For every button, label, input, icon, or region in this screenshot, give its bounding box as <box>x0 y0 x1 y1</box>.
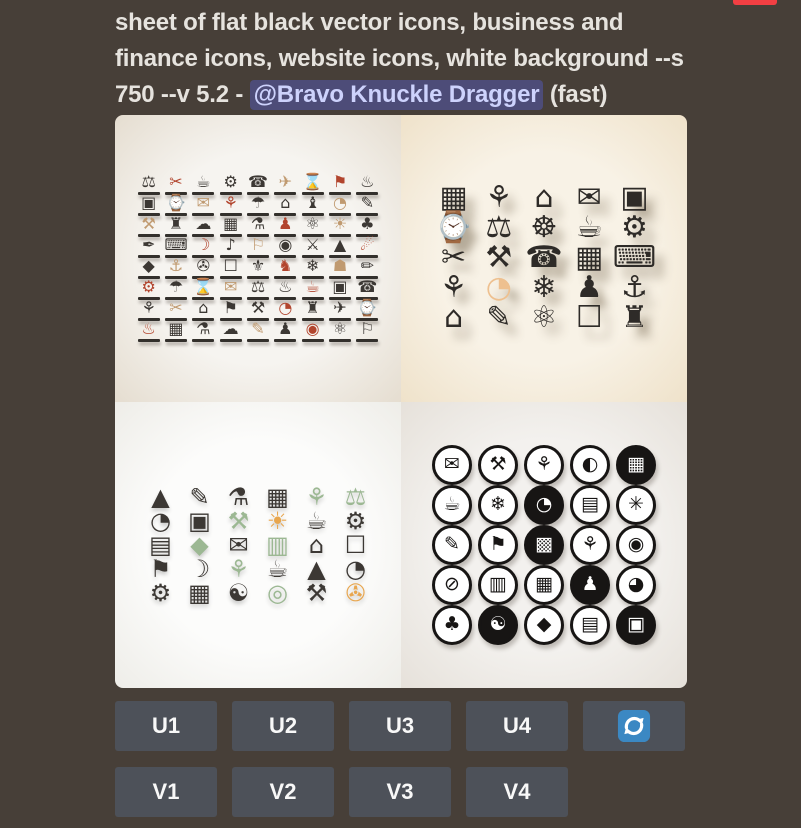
icon-glyph: ⌛ <box>299 174 326 195</box>
reroll-button[interactable] <box>583 701 685 751</box>
icon-glyph: ◔ <box>485 270 512 306</box>
icon-glyph: ♨ <box>354 174 381 195</box>
icon-glyph: ✒ <box>135 237 162 258</box>
icon-glyph: ⚖ <box>485 210 513 246</box>
icon-glyph: ▦ <box>613 445 659 485</box>
icon-glyph: ♞ <box>272 258 299 279</box>
icon-glyph: ☎ <box>354 279 381 300</box>
icon-glyph: ☯ <box>475 605 521 645</box>
icon-glyph: ⌂ <box>308 530 325 559</box>
icon-glyph: ⚙ <box>344 506 367 535</box>
icon-glyph: ☂ <box>244 195 271 216</box>
prompt-line-2: finance icons, website icons, white background --s <box>115 45 684 72</box>
image-quadrant-bottom-left <box>115 402 401 689</box>
icon-glyph: ▤ <box>567 485 613 525</box>
icon-glyph: ♜ <box>299 300 326 321</box>
icon-glyph: ⌚ <box>162 195 189 216</box>
icon-glyph: ◆ <box>190 530 209 559</box>
icon-glyph: ⚑ <box>326 174 353 195</box>
icon-glyph: ♜ <box>620 300 648 336</box>
icon-glyph: ♨ <box>135 321 162 342</box>
icon-glyph: ⚖ <box>135 174 162 195</box>
icon-glyph: ▥ <box>475 565 521 605</box>
icon-glyph: ◔ <box>326 195 353 216</box>
icon-glyph: ◆ <box>135 258 162 279</box>
prompt-line-3 <box>115 77 801 113</box>
icon-glyph: ⚓ <box>162 258 189 279</box>
icon-glyph: ✉ <box>190 195 217 216</box>
icon-glyph: ⌂ <box>272 195 299 216</box>
upscale-button-u3[interactable]: U3 <box>349 701 451 751</box>
icon-glyph: ⚔ <box>299 237 326 258</box>
icon-glyph: ⚖ <box>244 279 271 300</box>
icon-glyph: ✈ <box>272 174 299 195</box>
icon-glyph: ❄ <box>531 270 557 306</box>
variation-button-row <box>115 767 801 817</box>
icon-glyph: ✇ <box>345 578 366 607</box>
icon-glyph: ✂ <box>441 240 467 276</box>
icon-glyph: ✉ <box>576 180 602 216</box>
icon-glyph: ◎ <box>267 578 288 607</box>
variation-button-v3[interactable]: V3 <box>349 767 451 817</box>
icon-glyph: ◔ <box>521 485 567 525</box>
icon-glyph: ⚒ <box>305 578 328 607</box>
icon-glyph: ⚙ <box>135 279 162 300</box>
upscale-button-u2[interactable]: U2 <box>232 701 334 751</box>
icon-glyph: ⌚ <box>434 210 473 246</box>
icon-glyph: ◐ <box>567 445 613 485</box>
icon-glyph: ⚜ <box>244 258 271 279</box>
icon-glyph: ☄ <box>354 237 381 258</box>
image-quadrant-top-right <box>401 115 687 402</box>
icon-glyph: ▥ <box>266 530 289 559</box>
icon-glyph: ▦ <box>439 180 468 216</box>
icon-glyph: ✈ <box>326 300 353 321</box>
speed-mode-label: (fast) <box>543 81 608 108</box>
icon-glyph: ▣ <box>188 506 211 535</box>
image-quadrant-bottom-right <box>401 402 687 689</box>
icon-glyph: ▣ <box>135 195 162 216</box>
icon-glyph: ☕ <box>190 174 217 195</box>
icon-glyph: ✎ <box>354 195 381 216</box>
icon-glyph: ☕ <box>305 506 328 535</box>
icon-glyph: ▤ <box>567 605 613 645</box>
icon-glyph: ☁ <box>217 321 244 342</box>
icon-glyph: ⚘ <box>227 554 250 583</box>
icon-glyph: ◔ <box>345 554 366 583</box>
icon-glyph: ✉ <box>429 445 475 485</box>
icon-glyph: ⚘ <box>217 195 244 216</box>
icon-glyph: ✇ <box>190 258 217 279</box>
icon-glyph: ◉ <box>613 525 659 565</box>
icon-glyph: ⌂ <box>190 300 217 321</box>
icon-glyph: ▣ <box>620 180 649 216</box>
icon-glyph: ⚛ <box>299 216 326 237</box>
icon-glyph: ▦ <box>266 482 289 511</box>
icon-glyph: ♣ <box>354 216 381 237</box>
icon-glyph: ▦ <box>217 216 244 237</box>
icon-glyph: ▦ <box>188 578 211 607</box>
upscale-button-u4[interactable]: U4 <box>466 701 568 751</box>
icon-glyph: ⚖ <box>344 482 367 511</box>
variation-button-v2[interactable]: V2 <box>232 767 334 817</box>
icon-glyph: ◔ <box>150 506 171 535</box>
icon-glyph: ✂ <box>162 300 189 321</box>
icon-glyph: ❄ <box>475 485 521 525</box>
icon-glyph: ▲ <box>151 482 170 511</box>
icon-glyph: ☀ <box>326 216 353 237</box>
icon-glyph: ⚛ <box>326 321 353 342</box>
icon-glyph: ⚒ <box>227 506 250 535</box>
icon-glyph: ♪ <box>217 237 244 258</box>
icon-glyph: ✎ <box>244 321 271 342</box>
icon-glyph: ▦ <box>162 321 189 342</box>
icon-glyph: ☐ <box>344 530 367 559</box>
icon-glyph: ❄ <box>299 258 326 279</box>
icon-glyph: ✉ <box>228 530 249 559</box>
icon-glyph: ▩ <box>521 525 567 565</box>
red-badge-fragment <box>733 0 777 5</box>
prompt-line-1: sheet of flat black vector icons, business and <box>115 9 624 36</box>
icon-glyph: ♜ <box>162 216 189 237</box>
icon-glyph: ☐ <box>575 300 603 336</box>
icon-glyph: ⚓ <box>620 270 648 306</box>
icon-glyph: ◉ <box>272 237 299 258</box>
icon-glyph: ⚒ <box>244 300 271 321</box>
icon-glyph: ▣ <box>326 279 353 300</box>
icon-glyph: ♟ <box>272 321 299 342</box>
icon-glyph: ◕ <box>613 565 659 605</box>
icon-glyph: ⚐ <box>244 237 271 258</box>
icon-glyph: ☐ <box>217 258 244 279</box>
icon-glyph: ⌛ <box>190 279 217 300</box>
icon-glyph: ☀ <box>266 506 289 535</box>
icon-glyph: ⚘ <box>440 270 468 306</box>
icon-glyph: ▤ <box>149 530 172 559</box>
icon-glyph: ⚘ <box>135 300 162 321</box>
icon-glyph: ☸ <box>530 210 558 246</box>
icon-glyph: ⚒ <box>485 240 513 276</box>
icon-glyph: ☕ <box>299 279 326 300</box>
icon-glyph: ⚘ <box>567 525 613 565</box>
icon-glyph: ⚑ <box>149 554 172 583</box>
icon-glyph: ⚛ <box>530 300 558 336</box>
icon-glyph: ⚑ <box>475 525 521 565</box>
icon-glyph: ☎ <box>525 240 563 276</box>
reroll-icon <box>617 709 651 743</box>
icon-glyph: ⚘ <box>521 445 567 485</box>
icon-glyph: ♟ <box>567 565 613 605</box>
icon-glyph: ◉ <box>299 321 326 342</box>
icon-glyph: ▲ <box>307 554 326 583</box>
generated-image[interactable] <box>115 115 687 688</box>
icon-glyph: ▦ <box>575 240 604 276</box>
icon-glyph: ⌨ <box>612 240 657 276</box>
icon-glyph: ♝ <box>299 195 326 216</box>
icon-glyph: ☯ <box>227 578 250 607</box>
icon-glyph: ✳ <box>613 485 659 525</box>
icon-glyph: ⚗ <box>244 216 271 237</box>
icon-glyph: ☁ <box>190 216 217 237</box>
icon-glyph: ⌂ <box>534 180 554 216</box>
icon-glyph: ♟ <box>575 270 603 306</box>
icon-glyph: ✎ <box>486 300 512 336</box>
icon-glyph: ✎ <box>429 525 475 565</box>
image-quadrant-top-left <box>115 115 401 402</box>
icon-glyph: ▦ <box>521 565 567 605</box>
icon-glyph: ☂ <box>162 279 189 300</box>
icon-glyph: ☕ <box>429 485 475 525</box>
icon-glyph: ⌨ <box>162 237 189 258</box>
variation-button-v1[interactable]: V1 <box>115 767 217 817</box>
icon-glyph: ☕ <box>266 554 289 583</box>
icon-glyph: ⚙ <box>149 578 172 607</box>
icon-glyph: ♣ <box>429 605 475 645</box>
icon-glyph: ▲ <box>326 237 353 258</box>
icon-glyph: ▣ <box>613 605 659 645</box>
icon-glyph: ✎ <box>189 482 210 511</box>
icon-glyph: ⚘ <box>305 482 328 511</box>
icon-glyph: ⚗ <box>227 482 250 511</box>
icon-glyph: ⚘ <box>485 180 513 216</box>
upscale-button-row <box>115 701 801 751</box>
prompt-text <box>115 5 801 113</box>
variation-button-v4[interactable]: V4 <box>466 767 568 817</box>
icon-glyph: ⚗ <box>190 321 217 342</box>
icon-glyph: ✂ <box>162 174 189 195</box>
prompt-params: 750 --v 5.2 - <box>115 81 250 108</box>
icon-glyph: ☎ <box>244 174 271 195</box>
icon-glyph: ☗ <box>326 258 353 279</box>
icon-glyph: ☽ <box>190 237 217 258</box>
icon-glyph: ⚙ <box>217 174 244 195</box>
icon-glyph: ⊘ <box>429 565 475 605</box>
icon-glyph: ♨ <box>272 279 299 300</box>
icon-glyph: ♟ <box>272 216 299 237</box>
icon-glyph: ◆ <box>521 605 567 645</box>
icon-glyph: ☽ <box>188 554 211 583</box>
icon-glyph: ⚙ <box>620 210 648 246</box>
icon-glyph: ✉ <box>217 279 244 300</box>
icon-glyph: ⚑ <box>217 300 244 321</box>
reroll-icon-bg <box>618 710 650 742</box>
icon-glyph: ⚒ <box>135 216 162 237</box>
icon-glyph: ☕ <box>575 210 603 246</box>
icon-glyph: ◔ <box>272 300 299 321</box>
user-mention[interactable]: @Bravo Knuckle Dragger <box>250 80 544 110</box>
icon-glyph: ✏ <box>354 258 381 279</box>
icon-glyph: ⌚ <box>354 300 381 321</box>
upscale-button-u1[interactable]: U1 <box>115 701 217 751</box>
icon-glyph: ⚒ <box>475 445 521 485</box>
icon-glyph: ⌂ <box>444 300 464 336</box>
icon-glyph: ⚐ <box>354 321 381 342</box>
